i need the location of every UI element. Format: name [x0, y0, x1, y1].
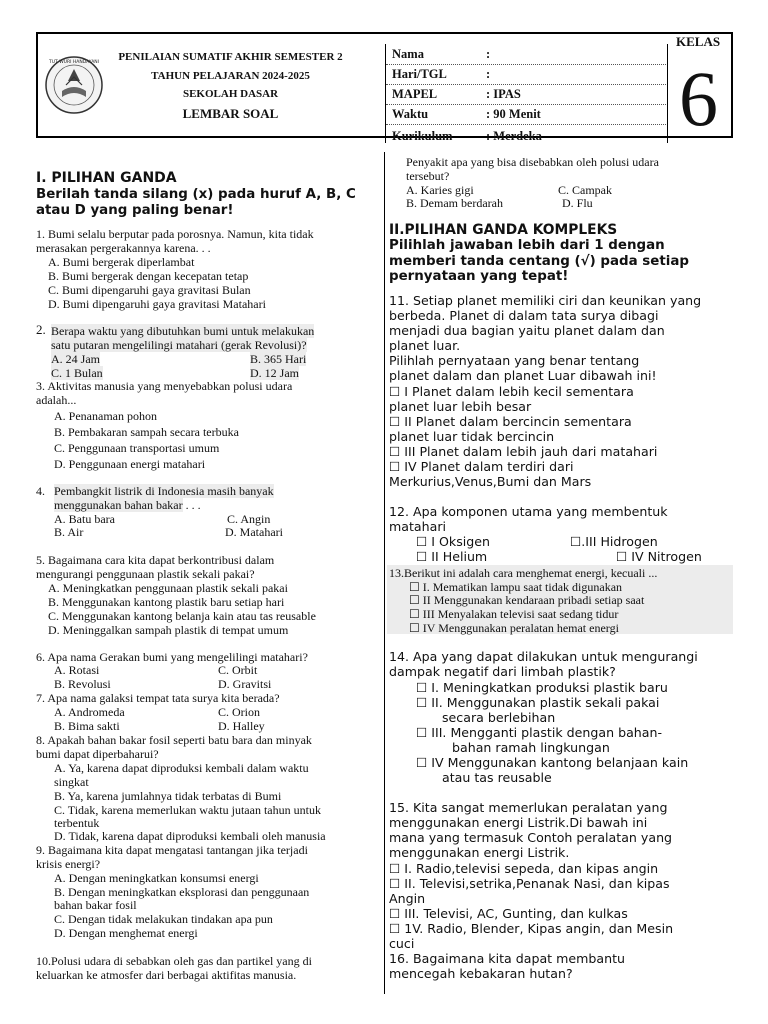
q15-option-4-cont: cuci: [389, 936, 415, 951]
q11-option-2[interactable]: ☐ II Planet dalam bercincin sementara: [389, 414, 632, 429]
q4-option-b[interactable]: B. Air: [54, 525, 84, 539]
q9-option-c[interactable]: C. Dengan tidak melakukan tindakan apa pun: [54, 912, 273, 926]
q6-option-d[interactable]: D. Gravitsi: [218, 677, 272, 691]
question-7-text: 7. Apa nama galaksi tempat tata surya kita berada?: [36, 691, 280, 705]
header-line-2: TAHUN PELAJARAN 2024-2025: [151, 70, 310, 82]
question-4-text: Pembangkit listrik di Indonesia masih banyak: [54, 484, 274, 498]
instruction-kompleks-3: pernyataan yang tepat!: [389, 269, 569, 284]
field-kurikulum: [386, 126, 666, 146]
question-2-text: Berapa waktu yang dibutuhkan bumi untuk melakukan: [51, 324, 315, 338]
q6-option-a[interactable]: A. Rotasi: [54, 663, 100, 677]
q3-option-b[interactable]: B. Pembakaran sampah secara terbuka: [54, 425, 239, 439]
q9-option-b[interactable]: B. Dengan meningkatkan eksplorasi dan penggunaan: [54, 885, 310, 899]
question-4-dots: . . .: [182, 498, 201, 512]
q3-option-d[interactable]: D. Penggunaan energi matahari: [54, 457, 206, 471]
section-title-pilihan-ganda-kompleks: II.PILIHAN GANDA KOMPLEKS: [389, 222, 618, 238]
kelas-number: 6: [679, 55, 718, 142]
question-2-text-cont: satu putaran mengelilingi matahari (gerak Revolusi)?: [51, 338, 307, 352]
question-15-text: 15. Kita sangat memerlukan peralatan yang: [389, 800, 668, 815]
question-1-text: 1. Bumi selalu berputar pada porosnya. Namun, kita tidak: [36, 227, 314, 241]
field-label: Kurikulum: [392, 129, 453, 143]
instruction-line-1: Berilah tanda silang (x) pada huruf A, B, C: [36, 187, 356, 202]
q7-option-a[interactable]: A. Andromeda: [54, 705, 125, 719]
question-3-text: 3. Aktivitas manusia yang menyebabkan polusi udara: [36, 379, 293, 393]
q14-option-4-cont: atau tas reusable: [442, 770, 552, 785]
q12-option-2[interactable]: ☐ II Helium: [416, 549, 488, 564]
question-9-text: 9. Bagaimana kita dapat mengatasi tantangan jika terjadi: [36, 843, 308, 857]
q1-option-c[interactable]: C. Bumi dipengaruhi gaya gravitasi Bulan: [48, 283, 251, 297]
q14-option-3[interactable]: ☐ III. Mengganti plastik dengan bahan-: [416, 725, 663, 740]
q5-option-d[interactable]: D. Meninggalkan sampah plastik di tempat umum: [48, 623, 289, 637]
q7-option-c[interactable]: C. Orion: [218, 705, 260, 719]
question-4-number: 4.: [36, 484, 45, 498]
question-10-continued: Penyakit apa yang bisa disebabkan oleh polusi udara: [406, 155, 659, 169]
question-5-text: 5. Bagaimana cara kita dapat berkontribusi dalam: [36, 553, 275, 567]
instruction-line-2: atau D yang paling benar!: [36, 203, 234, 218]
question-12-text-2: matahari: [389, 519, 447, 534]
question-8-text: 8. Apakah bahan bakar fosil seperti batu bara dan minyak: [36, 733, 312, 747]
q11-option-1[interactable]: ☐ I Planet dalam lebih kecil sementara: [389, 384, 634, 399]
q8-option-b[interactable]: B. Ya, karena jumlahnya tidak terbatas di Bumi: [54, 789, 282, 803]
q8-option-a[interactable]: A. Ya, karena dapat diproduksi kembali dalam waktu: [54, 761, 309, 775]
q9-option-b-cont: bahan bakar fosil: [54, 898, 137, 912]
question-16-text-2: mencegah kebakaran hutan?: [389, 966, 573, 981]
question-9-text-cont: krisis energi?: [36, 857, 101, 871]
q3-option-c[interactable]: C. Penggunaan transportasi umum: [54, 441, 220, 455]
section-title-pilihan-ganda: I. PILIHAN GANDA: [36, 170, 177, 186]
q3-option-a[interactable]: A. Penanaman pohon: [54, 409, 157, 423]
field-label: Nama: [392, 47, 424, 61]
q11-option-2-cont: planet luar tidak bercincin: [389, 429, 555, 444]
question-16-text: 16. Bagaimana kita dapat membantu: [389, 951, 625, 966]
q15-option-2[interactable]: ☐ II. Televisi,setrika,Penanak Nasi, dan kipas: [389, 876, 670, 891]
field-hari-tgl[interactable]: [386, 64, 666, 85]
question-11-text-2: berbeda. Planet di dalam tata surya dibagi: [389, 308, 659, 323]
field-mapel: [386, 84, 666, 105]
q1-option-d[interactable]: D. Bumi dipengaruhi gaya gravitasi Matahari: [48, 297, 266, 311]
q15-option-1[interactable]: ☐ I. Radio,televisi sepeda, dan kipas angin: [389, 861, 659, 876]
q1-option-b[interactable]: B. Bumi bergerak dengan kecepatan tetap: [48, 269, 249, 283]
question-11-text: 11. Setiap planet memiliki ciri dan keunikan yang: [389, 293, 702, 308]
q14-option-2-cont: secara berlebihan: [442, 710, 556, 725]
q15-option-4[interactable]: ☐ 1V. Radio, Blender, Kipas angin, dan Mesin: [389, 921, 674, 936]
instruction-kompleks-2: memberi tanda centang (√) pada setiap: [389, 254, 689, 269]
question-11-text-6: planet dalam dan planet Luar dibawah ini!: [389, 368, 657, 383]
question-2-number: 2.: [36, 322, 46, 337]
q8-option-c[interactable]: C. Tidak, karena memerlukan waktu jutaan tahun untuk: [54, 803, 321, 817]
question-13-text: 13.Berikut ini adalah cara menghemat energi, kecuali ...: [389, 566, 658, 580]
identity-box: [385, 44, 668, 143]
field-value: : 90 Menit: [486, 107, 541, 121]
q14-option-2[interactable]: ☐ II. Menggunakan plastik sekali pakai: [416, 695, 660, 710]
q13-option-3[interactable]: ☐ III Menyalakan televisi saat sedang tidur: [409, 607, 619, 621]
q1-option-a[interactable]: A. Bumi bergerak diperlambat: [48, 255, 195, 269]
q2-option-d[interactable]: D. 12 Jam: [250, 366, 299, 380]
question-10-continued-2: tersebut?: [406, 169, 450, 183]
q10-option-b[interactable]: B. Demam berdarah: [406, 196, 503, 210]
field-label: MAPEL: [392, 87, 438, 101]
question-10-text: 10.Polusi udara di sebabkan oleh gas dan partikel yang di: [36, 954, 312, 968]
question-11-text-3: menjadi dua bagian yaitu planet dalam dan: [389, 323, 665, 338]
q9-option-a[interactable]: A. Dengan meningkatkan konsumsi energi: [54, 871, 259, 885]
q7-option-d[interactable]: D. Halley: [218, 719, 265, 733]
q6-option-b[interactable]: B. Revolusi: [54, 677, 111, 691]
field-nama[interactable]: [386, 44, 666, 65]
field-waktu: [386, 104, 666, 125]
q14-option-4[interactable]: ☐ IV Menggunakan kantong belanjaan kain: [416, 755, 689, 770]
question-5-text-cont: mengurangi penggunaan plastik sekali pakai?: [36, 567, 255, 581]
question-4-text-cont: [54, 498, 201, 512]
q11-option-4-cont: Merkurius,Venus,Bumi dan Mars: [389, 474, 592, 489]
q11-option-4[interactable]: ☐ IV Planet dalam terdiri dari: [389, 459, 574, 474]
question-14-text-2: dampak negatif dari limbah plastik?: [389, 664, 616, 679]
q13-option-1[interactable]: ☐ I. Mematikan lampu saat tidak digunakan: [409, 580, 623, 594]
logo-text: TUT WURI HANDAYANI: [49, 60, 99, 65]
question-12-text: 12. Apa komponen utama yang membentuk: [389, 504, 668, 519]
question-6-text: 6. Apa nama Gerakan bumi yang mengelilingi matahari?: [36, 650, 308, 664]
q5-option-b[interactable]: B. Menggunakan kantong plastik baru setiap hari: [48, 595, 285, 609]
q2-option-a[interactable]: A. 24 Jam: [51, 352, 100, 366]
header-line-4: LEMBAR SOAL: [182, 106, 279, 121]
q11-option-1-cont: planet luar lebih besar: [389, 399, 532, 414]
q12-option-4[interactable]: ☐ IV Nitrogen: [616, 549, 702, 564]
header-box: [36, 32, 733, 143]
question-11-text-5: Pilihlah pernyataan yang benar tentang: [389, 353, 640, 368]
q10-option-d[interactable]: D. Flu: [562, 196, 593, 210]
field-value: :: [486, 47, 491, 61]
field-value: : IPAS: [486, 87, 521, 101]
q12-option-1[interactable]: ☐ I Oksigen: [416, 534, 491, 549]
q5-option-c[interactable]: C. Menggunakan kantong belanja kain atau tas reusable: [48, 609, 316, 623]
question-14-text: 14. Apa yang dapat dilakukan untuk mengurangi: [389, 649, 698, 664]
header-line-3: SEKOLAH DASAR: [182, 88, 279, 100]
column-divider: [384, 152, 385, 994]
q7-option-b[interactable]: B. Bima sakti: [54, 719, 120, 733]
q4-option-a[interactable]: A. Batu bara: [54, 512, 115, 526]
q6-option-c[interactable]: C. Orbit: [218, 663, 258, 677]
q2-option-b[interactable]: B. 365 Hari: [250, 352, 307, 366]
header-line-1: PENILAIAN SUMATIF AKHIR SEMESTER 2: [118, 51, 343, 63]
field-label: Hari/TGL: [392, 67, 447, 81]
q8-option-d[interactable]: D. Tidak, karena dapat diproduksi kembali oleh manusia: [54, 829, 326, 843]
q9-option-d[interactable]: D. Dengan menghemat energi: [54, 926, 198, 940]
q5-option-a[interactable]: A. Meningkatkan penggunaan plastik sekali pakai: [48, 581, 288, 595]
q4-option-d[interactable]: D. Matahari: [225, 525, 283, 539]
q13-option-2[interactable]: ☐ II Menggunakan kendaraan pribadi setiap saat: [409, 593, 645, 607]
field-label: Waktu: [392, 107, 429, 121]
q8-option-c-cont: terbentuk: [54, 816, 100, 830]
question-15-text-3: mana yang termasuk Contoh peralatan yang: [389, 830, 673, 845]
question-4-text-cont-main: menggunakan bahan bakar: [54, 498, 183, 512]
q2-option-c[interactable]: C. 1 Bulan: [51, 366, 103, 380]
question-3-text-cont: adalah...: [36, 393, 77, 407]
question-8-text-cont: bumi dapat diperbaharui?: [36, 747, 159, 761]
q11-option-3[interactable]: ☐ III Planet dalam lebih jauh dari matahari: [389, 444, 658, 459]
question-10-text-cont: keluarkan ke atmosfer dari berbagai aktifitas manusia.: [36, 968, 297, 982]
question-11-text-4: planet luar.: [389, 338, 461, 353]
question-1-text-cont: merasakan pergerakannya karena. . .: [36, 241, 211, 255]
q15-option-2-cont: Angin: [389, 891, 426, 906]
q14-option-1[interactable]: ☐ I. Meningkatkan produksi plastik baru: [416, 680, 668, 695]
field-value: :: [486, 67, 491, 81]
question-15-text-4: menggunakan energi Listrik.: [389, 845, 570, 860]
q10-option-c[interactable]: C. Campak: [558, 183, 612, 197]
question-15-text-2: menggunakan energi Listrik.Di bawah ini: [389, 815, 648, 830]
q13-option-4[interactable]: ☐ IV Menggunakan peralatan hemat energi: [409, 621, 619, 635]
q4-option-c[interactable]: C. Angin: [227, 512, 271, 526]
q10-option-a[interactable]: A. Karies gigi: [406, 183, 474, 197]
q12-option-3[interactable]: ☐.III Hidrogen: [570, 534, 658, 549]
instruction-kompleks-1: Pilihlah jawaban lebih dari 1 dengan: [389, 238, 665, 253]
q15-option-3[interactable]: ☐ III. Televisi, AC, Gunting, dan kulkas: [389, 906, 628, 921]
field-value: : Merdeka: [486, 129, 542, 143]
q14-option-3-cont: bahan ramah lingkungan: [452, 740, 610, 755]
kelas-label: KELAS: [676, 34, 721, 49]
q8-option-a-cont: singkat: [54, 775, 89, 789]
